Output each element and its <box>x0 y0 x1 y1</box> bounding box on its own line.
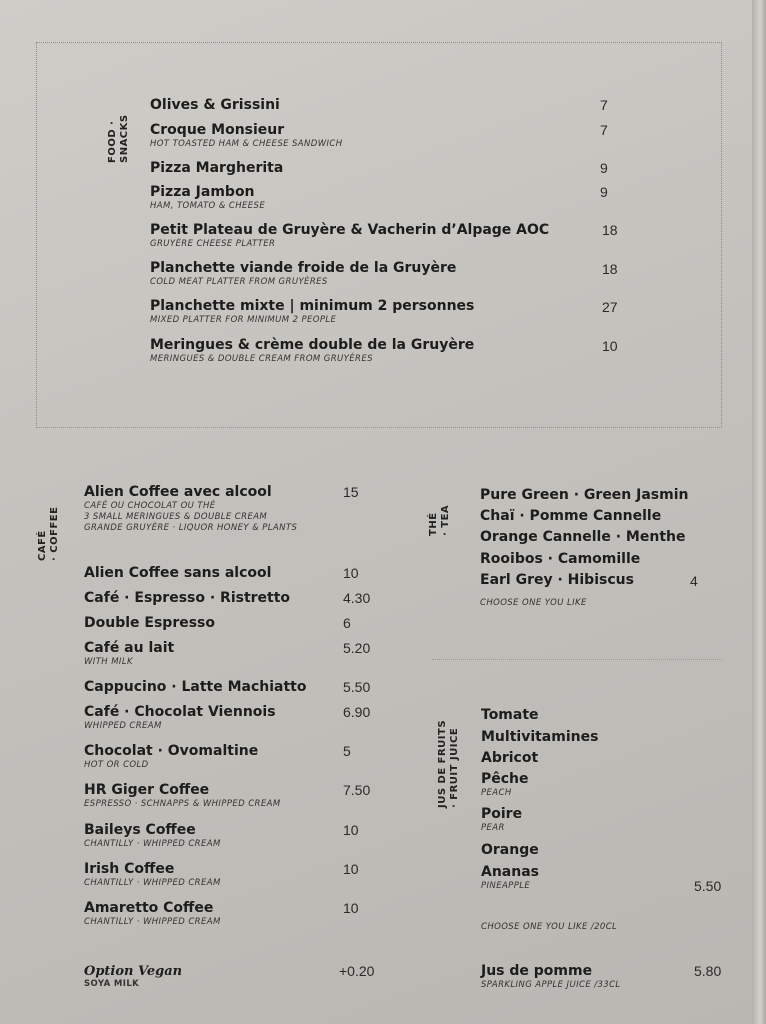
item-description: COLD MEAT PLATTER FROM GRUYÈRES <box>150 277 328 287</box>
item-name: Planchette mixte | minimum 2 personnes <box>150 298 475 314</box>
tea-label-line1: THÉ <box>428 512 439 536</box>
menu-item <box>150 222 549 250</box>
juice-name: Orange <box>481 842 539 858</box>
juice-name: Pêche <box>481 771 529 787</box>
juice-note: CHOOSE ONE YOU LIKE /20CL <box>481 922 618 932</box>
item-description: GRANDE GRUYÈRE · LIQUOR HONEY & PLANTS <box>84 523 298 533</box>
coffee-label-line1: CAFÉ <box>37 530 48 561</box>
item-price: 18 <box>602 261 618 277</box>
menu-item <box>84 640 174 668</box>
item-name: Petit Plateau de Gruyère & Vacherin d’Alpage AOC <box>150 222 550 238</box>
tea-line: Orange Cannelle · Menthe <box>480 529 686 545</box>
juice-description: PEACH <box>481 788 512 798</box>
menu-item <box>84 615 215 632</box>
item-price: 18 <box>602 222 618 238</box>
item-name: Café · Chocolat Viennois <box>84 704 276 720</box>
tea-juice-divider <box>432 659 722 660</box>
item-price: 10 <box>343 861 359 877</box>
menu-item <box>84 565 271 582</box>
apple-juice-price: 5.80 <box>694 963 722 979</box>
menu-item <box>84 679 307 696</box>
juice-item <box>481 707 539 724</box>
item-name: Pizza Margherita <box>150 160 284 176</box>
section-divider <box>36 427 426 428</box>
item-price: 7.50 <box>343 782 371 798</box>
tea-line: Rooibos · Camomille <box>480 551 641 567</box>
item-price: 7 <box>600 97 608 113</box>
menu-item <box>84 484 297 534</box>
menu-item <box>150 337 474 365</box>
apple-juice-name: Jus de pomme <box>481 963 593 979</box>
item-name: Baileys Coffee <box>84 822 196 838</box>
vegan-option <box>84 964 182 990</box>
vegan-option-description: SOYA MILK <box>84 979 140 989</box>
item-name: Planchette viande froide de la Gruyère <box>150 260 457 276</box>
tea-line: Chaï · Pomme Cannelle <box>480 508 662 524</box>
item-price: 5.20 <box>343 640 371 656</box>
item-name: Irish Coffee <box>84 861 175 877</box>
tea-note: CHOOSE ONE YOU LIKE <box>480 598 587 608</box>
tea-section-label <box>428 480 452 536</box>
juice-name: Poire <box>481 806 523 822</box>
page-edge <box>752 0 766 1024</box>
item-price: 6 <box>343 615 351 631</box>
juice-description: PEAR <box>481 823 505 833</box>
item-name: Cappucino · Latte Machiatto <box>84 679 307 695</box>
menu-item <box>84 861 221 889</box>
menu-item <box>150 260 456 288</box>
juice-section-label <box>437 718 461 808</box>
menu-item <box>84 704 276 732</box>
item-description: WHIPPED CREAM <box>84 721 162 731</box>
juice-price: 5.50 <box>694 878 722 894</box>
juice-item <box>481 842 539 859</box>
food-label-line2: SNACKS <box>119 114 130 163</box>
menu-item <box>150 184 265 212</box>
item-name: Alien Coffee avec alcool <box>84 484 272 500</box>
food-label-line1: FOOD · <box>107 120 118 163</box>
juice-description: PINEAPPLE <box>481 881 531 891</box>
item-name: Olives & Grissini <box>150 97 280 113</box>
item-price: 10 <box>602 338 618 354</box>
juice-name: Multivitamines <box>481 729 599 745</box>
menu-item <box>84 822 221 850</box>
food-section-label <box>107 93 131 163</box>
juice-label-line1: JUS DE FRUITS <box>437 719 448 808</box>
item-description: GRUYÈRE CHEESE PLATTER <box>150 239 276 249</box>
item-price: 10 <box>343 900 359 916</box>
apple-juice-description: SPARKLING APPLE JUICE /33CL <box>481 980 621 990</box>
item-price: 9 <box>600 160 608 176</box>
juice-name: Tomate <box>481 707 539 723</box>
menu-item <box>84 590 290 607</box>
juice-name: Ananas <box>481 864 539 880</box>
item-name: Croque Monsieur <box>150 122 285 138</box>
tea-line: Pure Green · Green Jasmin <box>480 487 689 503</box>
juice-item <box>481 729 598 746</box>
item-description: WITH MILK <box>84 657 133 667</box>
item-price: 10 <box>343 565 359 581</box>
menu-item <box>84 782 281 810</box>
item-name: Amaretto Coffee <box>84 900 214 916</box>
tea-price: 4 <box>690 573 698 589</box>
item-name: Meringues & crème double de la Gruyère <box>150 337 475 353</box>
menu-item <box>84 900 221 928</box>
item-description: HAM, TOMATO & CHEESE <box>150 201 266 211</box>
menu-item <box>150 160 283 177</box>
item-description: CHANTILLY · WHIPPED CREAM <box>84 878 221 888</box>
juice-item <box>481 806 522 834</box>
apple-juice-item <box>481 963 621 991</box>
coffee-section-label <box>37 487 61 561</box>
item-name: Café · Espresso · Ristretto <box>84 590 291 606</box>
item-description: CAFÉ OU CHOCOLAT OU THÉ <box>84 501 216 511</box>
item-price: 7 <box>600 122 608 138</box>
juice-item <box>481 771 529 799</box>
item-price: 5 <box>343 743 351 759</box>
coffee-label-line2: · COFFEE <box>49 506 60 561</box>
vegan-option-price: +0.20 <box>339 963 375 979</box>
tea-line: Earl Grey · Hibiscus <box>480 572 634 588</box>
item-description: MIXED PLATTER FOR MINIMUM 2 PEOPLE <box>150 315 337 325</box>
item-name: Pizza Jambon <box>150 184 255 200</box>
item-name: Alien Coffee sans alcool <box>84 565 272 581</box>
item-price: 10 <box>343 822 359 838</box>
item-price: 27 <box>602 299 618 315</box>
juice-item <box>481 864 539 892</box>
item-price: 4.30 <box>343 590 371 606</box>
vegan-option-name: Option Vegan <box>84 964 183 979</box>
item-description: HOT TOASTED HAM & CHEESE SANDWICH <box>150 139 343 149</box>
item-price: 6.90 <box>343 704 371 720</box>
item-name: HR Giger Coffee <box>84 782 210 798</box>
item-name: Café au lait <box>84 640 175 656</box>
item-name: Double Espresso <box>84 615 215 631</box>
item-name: Chocolat · Ovomaltine <box>84 743 259 759</box>
item-description: CHANTILLY · WHIPPED CREAM <box>84 917 221 927</box>
item-description: 3 SMALL MERINGUES & DOUBLE CREAM <box>84 512 268 522</box>
item-description: CHANTILLY · WHIPPED CREAM <box>84 839 221 849</box>
tea-label-line2: · TEA <box>440 504 451 536</box>
item-description: MERINGUES & DOUBLE CREAM FROM GRUYÈRES <box>150 354 373 364</box>
item-description: HOT OR COLD <box>84 760 149 770</box>
item-price: 15 <box>343 484 359 500</box>
menu-item <box>84 743 258 771</box>
juice-name: Abricot <box>481 750 539 766</box>
item-description: ESPRESSO · SCHNAPPS & WHIPPED CREAM <box>84 799 281 809</box>
menu-item <box>150 97 280 114</box>
item-price: 9 <box>600 184 608 200</box>
item-price: 5.50 <box>343 679 371 695</box>
juice-label-line2: · FRUIT JUICE <box>449 727 460 808</box>
menu-item <box>150 122 343 150</box>
menu-item <box>150 298 474 326</box>
juice-item <box>481 750 538 767</box>
